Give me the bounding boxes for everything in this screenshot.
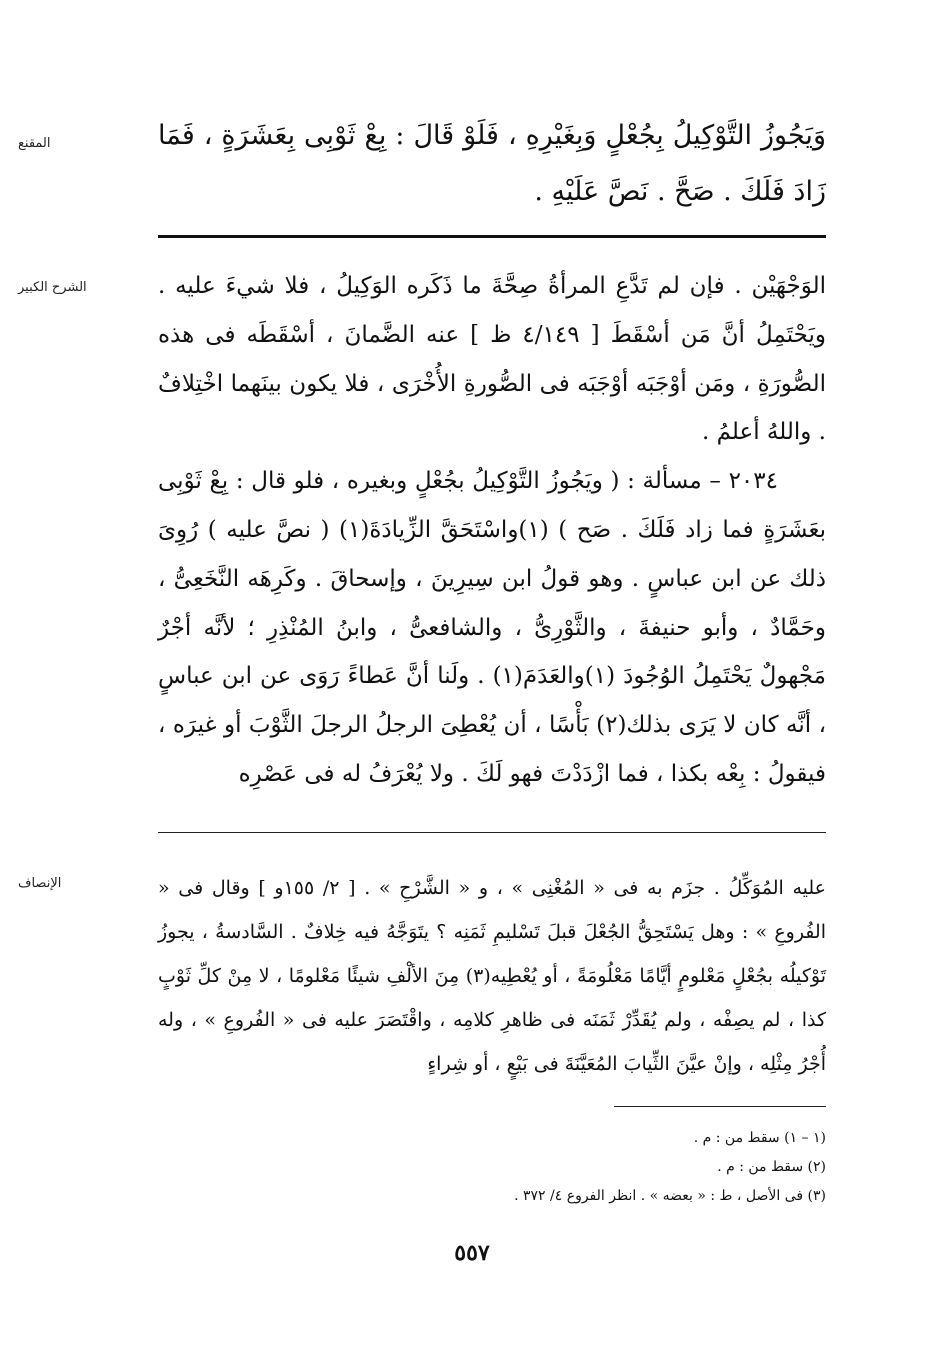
sharh-paragraph-2: ٢٠٣٤ – مسألة : ( ويَجُوزُ التَّوْكِيلُ بجُعْلٍ وبغيره ، فلو قال : بِعْ ثَوْبِى بعَشَرَةٍ فما زاد فَلَكَ . صَح ) (١)واسْتَحَقَّ الزِّيادَةَ(١) ( نصَّ عليه ) رُوِىَ ذلك عن ابن عباسٍ . وهو قولُ ابن سِيرِينَ ، وإسحاقَ . وكَرِهَه النَّخَعِىُّ ، وحَمَّادٌ ، وأبو حنيفةَ ، والثَّوْرِىُّ ، والشافعىُّ ، وابنُ المُنْذِرِ ؛ لأنَّه أجْرٌ مَجْهولٌ يَحْتَمِلُ الوُجُودَ (١)والعَدَمَ(١) . ولَنا أنَّ عَطاءً رَوَى عن ابن عباسٍ ، أنَّه كان لا يَرَى بذلك(٢) بَأْسًا ، أن يُعْطِىَ الرجلُ الرجلَ الثَّوْبَ أو غيرَه ، فيقولُ : بِعْه بكذا ، فما ازْدَدْتَ فهو لَكَ . ولا يُعْرَفُ له فى عَصْرِه xyxy=(158,468,826,787)
section-label-sharh: الشرح الكبير xyxy=(18,280,87,295)
insaf-paragraph: عليه المُوَكِّلُ . جزَم به فى « المُغْنِى » ، و « الشَّرْحِ » . [ ٢/ ١٥٥و ] وقال فى « الفُروعِ » : وهل يَسْتَحِقُّ الجُعْلَ قبلَ تَسْليمِ ثَمَنِه ؟ يتَوَجَّهُ فيه خِلافٌ . السَّادسةُ ، يجوزُ تَوْكيلُه بجُعْلٍ مَعْلومٍ أيَّامًا مَعْلُومَةً ، أو يُعْطِيه(٣) مِنَ الألْفِ شيئًا مَعْلومًا ، لا مِنْ كلِّ ثَوْبٍ كذا ، لم يصِفْه ، ولم يُقَدِّرْ ثَمَنَه فى ظاهرِ كلامِه ، واقْتَصَرَ عليه فى « الفُروعِ » ، وله أُجْرُ مِثْلِه ، وإنْ عيَّنَ الثِّيابَ المُعَيَّنَةَ فى بَيْعٍ ، أو شِراءٍ xyxy=(158,877,826,1075)
section-label-muqni: المقنع xyxy=(18,136,51,151)
footnotes xyxy=(158,1124,826,1211)
muqni-text-block xyxy=(158,108,826,220)
footnote-1: (١ – ١) سقط من : م . xyxy=(693,1130,826,1146)
page-number: ٥٥٧ xyxy=(454,1240,490,1266)
footnote-3: (٣) فى الأصل ، ط : « بعضه » . انظر الفروع ٤/ ٣٧٢ . xyxy=(514,1188,826,1204)
muqni-paragraph: وَيَجُوزُ التَّوْكِيلُ بِجُعْلٍ وَبِغَيْرِهِ ، فَلَوْ قَالَ : بِعْ ثَوْبِى بِعَشَرَةٍ ، فَمَا زَادَ فَلَكَ . صَحَّ . نَصَّ عَلَيْهِ . xyxy=(158,120,826,207)
sharh-text-block xyxy=(158,262,826,799)
section-divider-thin xyxy=(158,832,826,833)
footnote-2: (٢) سقط من : م . xyxy=(717,1159,826,1175)
footnote-divider xyxy=(614,1106,826,1107)
section-label-insaf: الإنصاف xyxy=(18,876,62,891)
insaf-text-block xyxy=(158,866,826,1086)
section-divider-thick xyxy=(158,235,826,238)
sharh-paragraph-1: الوَجْهَيْن . فإن لم تَدَّعِ المرأةُ صِحَّةَ ما ذَكَره الوَكِيلُ ، فلا شيءَ عليه . ويَحْتَمِلُ أنَّ مَن أسْقَطَ [ ٤/١٤٩ ظ ] عنه الضَّمانَ ، أسْقَطَه فى هذه الصُّورَةِ ، ومَن أوْجَبَه أوْجَبَه فى الصُّورةِ الأُخْرَى ، فلا يكون بينَهما اخْتِلافٌ . واللهُ أعلمُ . xyxy=(158,273,826,446)
